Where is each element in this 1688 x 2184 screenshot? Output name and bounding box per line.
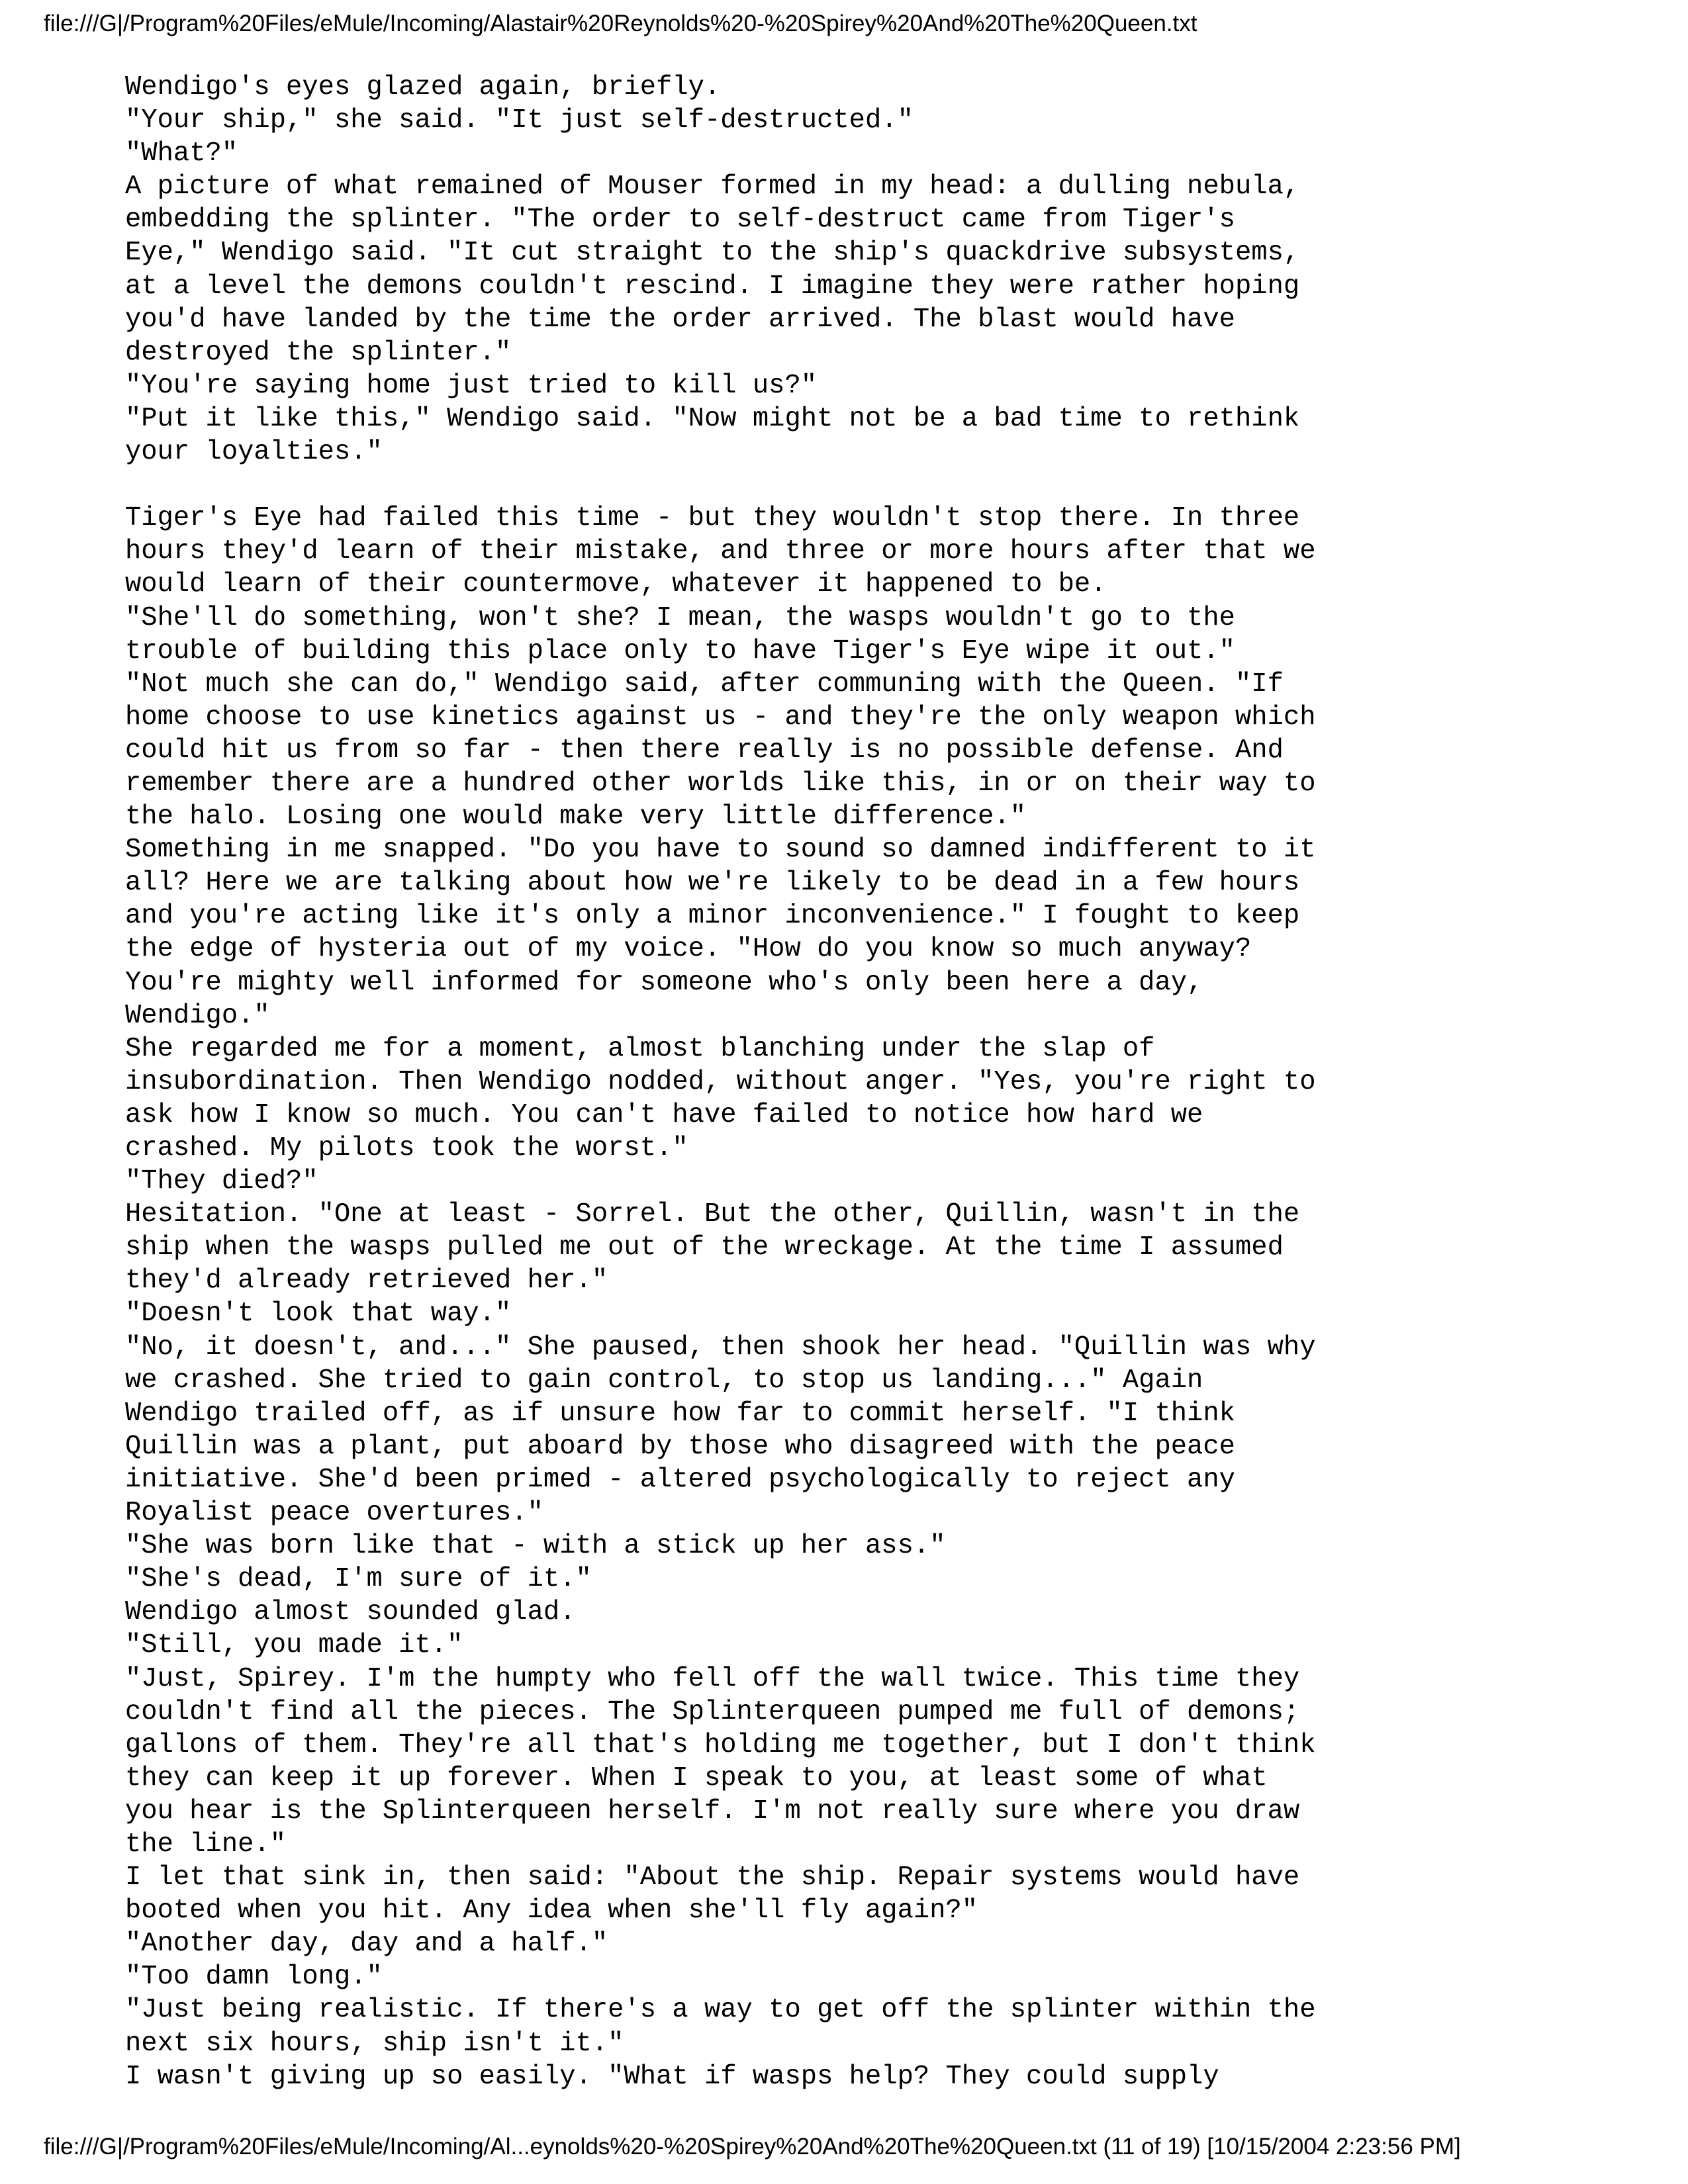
text-line: destroyed the splinter." [125,337,512,368]
text-line: "Just being realistic. If there's a way to get off the splinter within the [125,1995,1316,2026]
text-line: could hit us from so far - then there really is no possible defense. And [125,735,1284,766]
text-line: all? Here we are talking about how we're likely to be dead in a few hours [125,868,1300,899]
text-line: your loyalties." [125,437,383,468]
text-line: "Doesn't look that way." [125,1298,512,1330]
text-line: would learn of their countermove, whatever it happened to be. [125,569,1107,600]
text-line: "You're saying home just tried to kill us?" [125,370,818,401]
page-header-url: file:///G|/Program%20Files/eMule/Incoming/Alastair%20Reynolds%20-%20Spirey%20And%20The%20Queen.txt [44,11,1197,36]
text-line: initiative. She'd been primed - altered psychologically to reject any [125,1464,1235,1495]
text-line: couldn't find all the pieces. The Splinterqueen pumped me full of demons; [125,1696,1300,1727]
text-line: "She was born like that - with a stick up her ass." [125,1531,946,1562]
text-line: "She'll do something, won't she? I mean, the wasps wouldn't go to the [125,602,1235,633]
text-line: hours they'd learn of their mistake, and three or more hours after that we [125,536,1316,567]
text-line: I let that sink in, then said: "About the ship. Repair systems would have [125,1862,1300,1893]
text-line: they can keep it up forever. When I speak to you, at least some of what [125,1762,1268,1794]
text-line: Wendigo's eyes glazed again, briefly. [125,72,721,103]
text-line: the line." [125,1829,287,1860]
text-line: next six hours, ship isn't it." [125,2028,624,2059]
text-line: "Too damn long." [125,1962,383,1993]
text-line: crashed. My pilots took the worst." [125,1133,688,1163]
text-line: insubordination. Then Wendigo nodded, without anger. "Yes, you're right to [125,1066,1316,1097]
text-line [125,469,1581,502]
text-line: I wasn't giving up so easily. "What if wasps help? They could supply [125,2061,1219,2092]
text-line: Quillin was a plant, put aboard by those who disagreed with the peace [125,1431,1235,1462]
text-line: and you're acting like it's only a minor inconvenience." I fought to keep [125,901,1300,932]
text-line: you hear is the Splinterqueen herself. I'm not really sure where you draw [125,1796,1300,1827]
text-line: Tiger's Eye had failed this time - but they wouldn't stop there. In three [125,503,1300,534]
text-line: Eye," Wendigo said. "It cut straight to the ship's quackdrive subsystems, [125,238,1300,269]
document-body [125,71,1581,2093]
text-line: "What?" [125,138,238,169]
text-line: you'd have landed by the time the order arrived. The blast would have [125,304,1235,335]
text-line: Royalist peace overtures." [125,1498,543,1529]
text-line: "Still, you made it." [125,1630,463,1661]
text-line: ask how I know so much. You can't have failed to notice how hard we [125,1099,1203,1130]
text-line: ship when the wasps pulled me out of the wreckage. At the time I assumed [125,1232,1284,1263]
text-line: "Not much she can do," Wendigo said, after communing with the Queen. "If [125,668,1284,700]
text-line: booted when you hit. Any idea when she'll fly again?" [125,1895,978,1927]
text-line: trouble of building this place only to have Tiger's Eye wipe it out." [125,635,1235,666]
text-line: gallons of them. They're all that's holding me together, but I don't think [125,1729,1316,1760]
text-line: the edge of hysteria out of my voice. "How do you know so much anyway? [125,934,1252,965]
text-line: She regarded me for a moment, almost blanching under the slap of [125,1033,1155,1064]
text-line: You're mighty well informed for someone who's only been here a day, [125,967,1203,998]
text-line: "Put it like this," Wendigo said. "Now might not be a bad time to rethink [125,403,1300,434]
text-line: they'd already retrieved her." [125,1265,608,1297]
text-line: remember there are a hundred other worlds like this, in or on their way to [125,768,1316,799]
text-line: embedding the splinter. "The order to self-destruct came from Tiger's [125,205,1235,236]
text-line: "Another day, day and a half." [125,1929,608,1960]
text-line: A picture of what remained of Mouser formed in my head: a dulling nebula, [125,171,1300,203]
text-line: Wendigo." [125,1000,270,1031]
text-line: Something in me snapped. "Do you have to sound so damned indifferent to it [125,835,1316,866]
text-line: "Your ship," she said. "It just self-destructed." [125,105,914,136]
text-line: Wendigo almost sounded glad. [125,1597,576,1628]
text-line: "They died?" [125,1166,318,1197]
text-line: "No, it doesn't, and..." She paused, then shook her head. "Quillin was why [125,1332,1316,1363]
text-line: at a level the demons couldn't rescind. I imagine they were rather hoping [125,271,1300,302]
text-line: Wendigo trailed off, as if unsure how far to commit herself. "I think [125,1398,1235,1429]
text-line: "Just, Spirey. I'm the humpty who fell off the wall twice. This time they [125,1663,1300,1694]
text-line: "She's dead, I'm sure of it." [125,1564,592,1595]
text-line: the halo. Losing one would make very little difference." [125,801,1027,833]
text-line: home choose to use kinetics against us - and they're the only weapon which [125,702,1316,733]
text-line: Hesitation. "One at least - Sorrel. But the other, Quillin, wasn't in the [125,1199,1300,1230]
text-line: we crashed. She tried to gain control, to stop us landing..." Again [125,1365,1203,1396]
page-footer-url: file:///G|/Program%20Files/eMule/Incoming/Al...eynolds%20-%20Spirey%20And%20The%20Queen.txt (11 of 19) [10/15/2004 2:23:56 PM] [44,2134,1461,2160]
